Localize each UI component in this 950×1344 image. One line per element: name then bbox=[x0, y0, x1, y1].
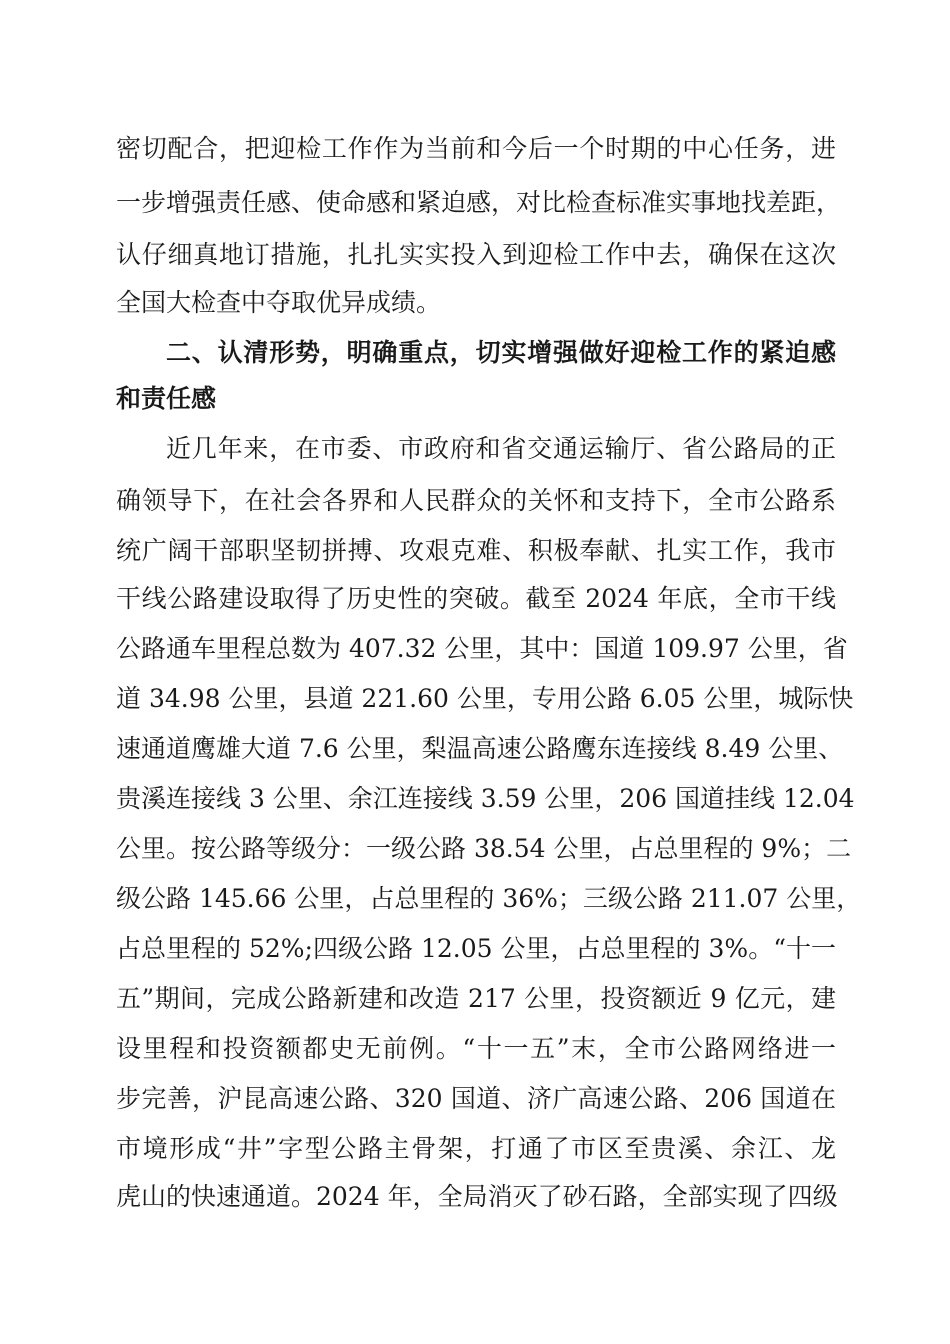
paragraph-line: 步完善，沪昆高速公路、320 国道、济广高速公路、206 国道在 bbox=[116, 1084, 836, 1113]
paragraph-line: 占总里程的 52%;四级公路 12.05 公里，占总里程的 3%。“十一 bbox=[116, 934, 836, 963]
paragraph-line: 密切配合，把迎检工作作为当前和今后一个时期的中心任务，进 bbox=[116, 134, 836, 163]
paragraph-line: 一步增强责任感、使命感和紧迫感，对比检查标准实事地找差距， bbox=[116, 188, 842, 217]
paragraph-line: 近几年来，在市委、市政府和省交通运输厅、省公路局的正 bbox=[166, 434, 836, 463]
paragraph-line: 五”期间，完成公路新建和改造 217 公里，投资额近 9 亿元，建 bbox=[116, 984, 836, 1013]
paragraph-line: 市境形成“井”字型公路主骨架，打通了市区至贵溪、余江、龙 bbox=[116, 1134, 836, 1163]
paragraph-line: 干线公路建设取得了历史性的突破。截至 2024 年底，全市干线 bbox=[116, 584, 836, 613]
paragraph-line: 道 34.98 公里，县道 221.60 公里，专用公路 6.05 公里，城际快 bbox=[116, 684, 854, 713]
paragraph-line: 公路通车里程总数为 407.32 公里，其中：国道 109.97 公里，省 bbox=[116, 634, 848, 663]
paragraph-line: 确领导下，在社会各界和人民群众的关怀和支持下，全市公路系 bbox=[116, 486, 836, 515]
paragraph-line: 贵溪连接线 3 公里、余江连接线 3.59 公里，206 国道挂线 12.04 bbox=[116, 784, 855, 813]
paragraph-line: 全国大检查中夺取优异成绩。 bbox=[116, 288, 442, 317]
section-heading: 和责任感 bbox=[116, 384, 217, 413]
paragraph-line: 认仔细真地订措施，扎扎实实投入到迎检工作中去，确保在这次 bbox=[116, 240, 836, 269]
paragraph-line: 公里。按公路等级分：一级公路 38.54 公里，占总里程的 9%；二 bbox=[116, 834, 852, 863]
paragraph-line: 速通道鹰雄大道 7.6 公里，梨温高速公路鹰东连接线 8.49 公里、 bbox=[116, 734, 844, 763]
paragraph-line: 统广阔干部职坚韧拼搏、攻艰克难、积极奉献、扎实工作，我市 bbox=[116, 536, 836, 565]
paragraph-line: 虎山的快速通道。2024 年，全局消灭了砂石路，全部实现了四级 bbox=[116, 1182, 838, 1211]
section-heading: 二、认清形势，明确重点，切实增强做好迎检工作的紧迫感 bbox=[166, 338, 836, 367]
paragraph-line: 设里程和投资额都史无前例。“十一五”末，全市公路网络进一 bbox=[116, 1034, 836, 1063]
paragraph-line: 级公路 145.66 公里，占总里程的 36%；三级公路 211.07 公里， bbox=[116, 884, 862, 913]
